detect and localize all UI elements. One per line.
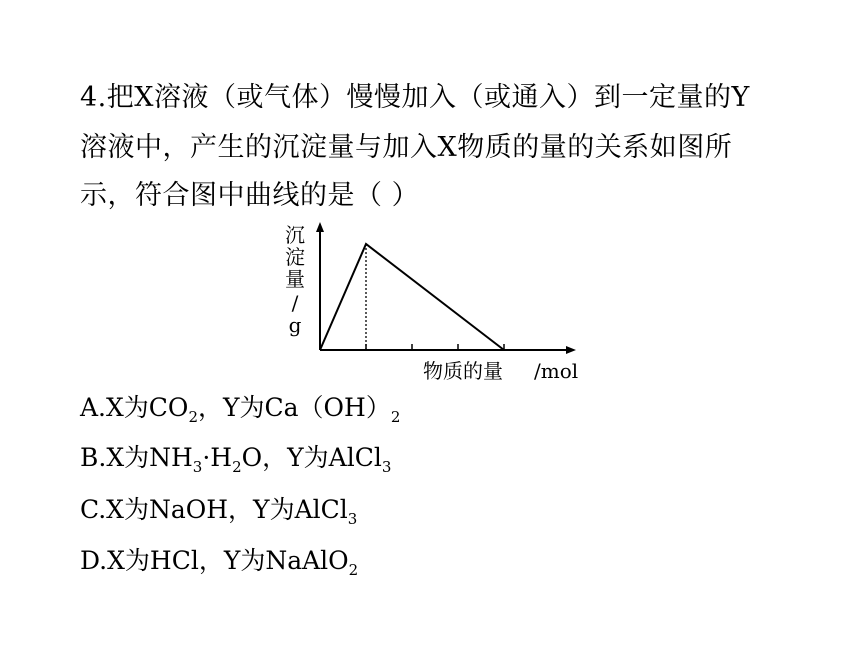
option-d-text: D.X为HCl，Y为NaAlO	[80, 546, 349, 575]
x-axis-label: 物质的量	[423, 359, 503, 383]
option-a-text: ，Y为Ca（OH）	[197, 393, 391, 422]
option-a-text: A.X为CO	[80, 393, 189, 422]
subscript: 3	[347, 510, 358, 528]
option-c[interactable]	[80, 495, 357, 534]
question-line-1: 4.把X溶液（或气体）慢慢加入（或通入）到一定量的Y	[80, 82, 750, 113]
y-axis-label-char: 沉	[285, 223, 305, 247]
subscript: 2	[188, 408, 198, 426]
x-axis-unit: /mol	[534, 359, 579, 383]
precipitate-curve	[320, 244, 504, 350]
y-axis-label-char: 淀	[285, 245, 305, 269]
subscript: 2	[348, 561, 359, 579]
question-line-2: 溶液中，产生的沉淀量与加入X物质的量的关系如图所	[80, 132, 733, 163]
question-line-3: 示，符合图中曲线的是（ ）	[80, 180, 420, 211]
precipitate-graph	[278, 220, 598, 390]
option-c-text: C.X为NaOH，Y为AlCl	[80, 495, 348, 524]
y-axis-label-char: 量	[285, 267, 305, 291]
option-b-text: B.X为NH	[80, 443, 193, 472]
option-b-text: O，Y为AlCl	[241, 443, 382, 472]
subscript: 2	[390, 408, 401, 426]
x-axis-arrow	[566, 346, 576, 354]
option-b-text: ·H	[202, 443, 233, 472]
y-axis-label-char: /	[291, 291, 299, 315]
y-axis-label-char: g	[288, 313, 302, 337]
option-d[interactable]	[80, 546, 358, 585]
y-axis-arrow	[316, 222, 324, 232]
subscript: 2	[232, 458, 242, 476]
subscript: 3	[381, 458, 392, 476]
option-b[interactable]	[80, 443, 391, 482]
subscript: 3	[192, 458, 203, 476]
option-a[interactable]	[80, 393, 400, 432]
